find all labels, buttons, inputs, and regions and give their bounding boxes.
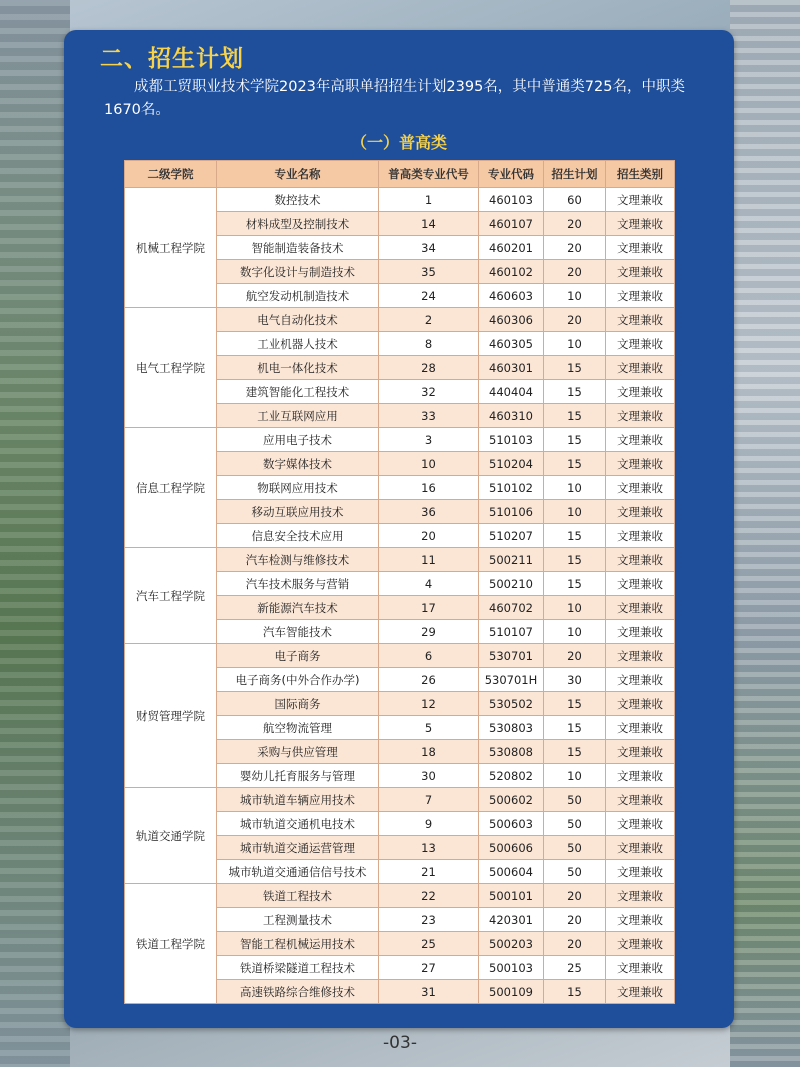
major-code-general-cell: 35	[379, 260, 479, 284]
major-code-general-cell: 8	[379, 332, 479, 356]
quota-cell: 10	[544, 764, 606, 788]
major-code-cell: 520802	[479, 764, 544, 788]
major-code-cell: 510107	[479, 620, 544, 644]
major-name-cell: 婴幼儿托育服务与管理	[217, 764, 379, 788]
category-cell: 文理兼收	[606, 236, 675, 260]
quota-cell: 15	[544, 404, 606, 428]
major-name-cell: 工程测量技术	[217, 908, 379, 932]
category-cell: 文理兼收	[606, 404, 675, 428]
major-name-cell: 采购与供应管理	[217, 740, 379, 764]
major-code-general-cell: 17	[379, 596, 479, 620]
category-cell: 文理兼收	[606, 332, 675, 356]
category-cell: 文理兼收	[606, 692, 675, 716]
major-code-cell: 460107	[479, 212, 544, 236]
quota-cell: 10	[544, 620, 606, 644]
quota-cell: 20	[544, 932, 606, 956]
quota-cell: 50	[544, 860, 606, 884]
major-code-cell: 500606	[479, 836, 544, 860]
category-cell: 文理兼收	[606, 452, 675, 476]
table-header-row	[125, 161, 675, 188]
content-panel	[64, 30, 734, 1028]
quota-cell: 30	[544, 668, 606, 692]
major-code-cell: 500101	[479, 884, 544, 908]
major-name-cell: 汽车技术服务与营销	[217, 572, 379, 596]
major-code-cell: 500109	[479, 980, 544, 1004]
major-code-general-cell: 9	[379, 812, 479, 836]
major-name-cell: 信息安全技术应用	[217, 524, 379, 548]
quota-cell: 20	[544, 884, 606, 908]
major-name-cell: 汽车检测与维修技术	[217, 548, 379, 572]
major-code-general-cell: 11	[379, 548, 479, 572]
college-cell: 汽车工程学院	[125, 548, 217, 644]
category-cell: 文理兼收	[606, 716, 675, 740]
category-cell: 文理兼收	[606, 668, 675, 692]
header-quota: 招生计划	[544, 161, 606, 188]
header-major-code-general: 普高类专业代号	[379, 161, 479, 188]
major-code-general-cell: 2	[379, 308, 479, 332]
category-cell: 文理兼收	[606, 380, 675, 404]
category-cell: 文理兼收	[606, 740, 675, 764]
category-cell: 文理兼收	[606, 836, 675, 860]
major-code-general-cell: 22	[379, 884, 479, 908]
major-code-cell: 500603	[479, 812, 544, 836]
major-code-cell: 500203	[479, 932, 544, 956]
major-name-cell: 铁道工程技术	[217, 884, 379, 908]
major-code-cell: 510207	[479, 524, 544, 548]
major-code-general-cell: 1	[379, 188, 479, 212]
quota-cell: 50	[544, 836, 606, 860]
quota-cell: 15	[544, 980, 606, 1004]
major-name-cell: 城市轨道交通机电技术	[217, 812, 379, 836]
header-major-code: 专业代码	[479, 161, 544, 188]
major-code-cell: 500604	[479, 860, 544, 884]
category-cell: 文理兼收	[606, 500, 675, 524]
major-name-cell: 移动互联应用技术	[217, 500, 379, 524]
header-major-name: 专业名称	[217, 161, 379, 188]
quota-cell: 15	[544, 716, 606, 740]
background-building-right	[730, 0, 800, 1067]
major-code-general-cell: 10	[379, 452, 479, 476]
category-cell: 文理兼收	[606, 476, 675, 500]
major-name-cell: 城市轨道交通运营管理	[217, 836, 379, 860]
category-cell: 文理兼收	[606, 596, 675, 620]
quota-cell: 15	[544, 548, 606, 572]
category-cell: 文理兼收	[606, 524, 675, 548]
intro-paragraph: 成都工贸职业技术学院2023年高职单招招生计划2395名，其中普通类725名，中职类1670名。	[104, 79, 685, 118]
quota-cell: 10	[544, 596, 606, 620]
quota-cell: 20	[544, 260, 606, 284]
major-name-cell: 建筑智能化工程技术	[217, 380, 379, 404]
college-cell: 信息工程学院	[125, 428, 217, 548]
quota-cell: 10	[544, 500, 606, 524]
major-code-cell: 530701	[479, 644, 544, 668]
table-row	[125, 548, 675, 572]
major-code-general-cell: 18	[379, 740, 479, 764]
category-cell: 文理兼收	[606, 884, 675, 908]
college-cell: 铁道工程学院	[125, 884, 217, 1004]
header-category: 招生类别	[606, 161, 675, 188]
major-code-cell: 460310	[479, 404, 544, 428]
major-code-cell: 500210	[479, 572, 544, 596]
quota-cell: 10	[544, 284, 606, 308]
category-cell: 文理兼收	[606, 260, 675, 284]
category-cell: 文理兼收	[606, 860, 675, 884]
major-code-cell: 530803	[479, 716, 544, 740]
major-name-cell: 材料成型及控制技术	[217, 212, 379, 236]
major-code-cell: 460702	[479, 596, 544, 620]
major-name-cell: 城市轨道车辆应用技术	[217, 788, 379, 812]
quota-cell: 15	[544, 524, 606, 548]
table-row	[125, 188, 675, 212]
major-code-cell: 510204	[479, 452, 544, 476]
major-code-general-cell: 4	[379, 572, 479, 596]
quota-cell: 15	[544, 692, 606, 716]
category-cell: 文理兼收	[606, 788, 675, 812]
major-code-general-cell: 31	[379, 980, 479, 1004]
major-code-cell: 440404	[479, 380, 544, 404]
quota-cell: 20	[544, 212, 606, 236]
category-cell: 文理兼收	[606, 764, 675, 788]
major-code-general-cell: 23	[379, 908, 479, 932]
major-name-cell: 电子商务	[217, 644, 379, 668]
major-code-cell: 510103	[479, 428, 544, 452]
quota-cell: 20	[544, 644, 606, 668]
category-cell: 文理兼收	[606, 980, 675, 1004]
college-cell: 机械工程学院	[125, 188, 217, 308]
major-code-general-cell: 5	[379, 716, 479, 740]
category-cell: 文理兼收	[606, 428, 675, 452]
major-code-general-cell: 34	[379, 236, 479, 260]
major-code-cell: 460305	[479, 332, 544, 356]
major-code-cell: 510102	[479, 476, 544, 500]
quota-cell: 15	[544, 740, 606, 764]
major-name-cell: 电子商务(中外合作办学)	[217, 668, 379, 692]
major-code-cell: 460103	[479, 188, 544, 212]
major-name-cell: 工业机器人技术	[217, 332, 379, 356]
table-row	[125, 428, 675, 452]
major-code-cell: 530701H	[479, 668, 544, 692]
major-name-cell: 机电一体化技术	[217, 356, 379, 380]
major-name-cell: 铁道桥梁隧道工程技术	[217, 956, 379, 980]
category-cell: 文理兼收	[606, 356, 675, 380]
category-cell: 文理兼收	[606, 908, 675, 932]
major-code-cell: 460306	[479, 308, 544, 332]
category-cell: 文理兼收	[606, 548, 675, 572]
enrollment-plan-table	[124, 160, 675, 1004]
major-code-general-cell: 20	[379, 524, 479, 548]
category-cell: 文理兼收	[606, 812, 675, 836]
quota-cell: 20	[544, 908, 606, 932]
table-body	[125, 188, 675, 1004]
header-college: 二级学院	[125, 161, 217, 188]
major-name-cell: 国际商务	[217, 692, 379, 716]
background-building-left	[0, 0, 70, 1067]
major-name-cell: 工业互联网应用	[217, 404, 379, 428]
major-code-general-cell: 14	[379, 212, 479, 236]
quota-cell: 50	[544, 788, 606, 812]
major-name-cell: 智能制造装备技术	[217, 236, 379, 260]
category-cell: 文理兼收	[606, 188, 675, 212]
major-name-cell: 智能工程机械运用技术	[217, 932, 379, 956]
major-name-cell: 应用电子技术	[217, 428, 379, 452]
quota-cell: 10	[544, 332, 606, 356]
quota-cell: 20	[544, 236, 606, 260]
major-name-cell: 数字化设计与制造技术	[217, 260, 379, 284]
quota-cell: 15	[544, 572, 606, 596]
major-name-cell: 汽车智能技术	[217, 620, 379, 644]
category-cell: 文理兼收	[606, 644, 675, 668]
major-name-cell: 城市轨道交通通信信号技术	[217, 860, 379, 884]
major-code-general-cell: 36	[379, 500, 479, 524]
table-row	[125, 884, 675, 908]
major-name-cell: 航空物流管理	[217, 716, 379, 740]
quota-cell: 15	[544, 428, 606, 452]
major-code-general-cell: 24	[379, 284, 479, 308]
major-code-general-cell: 3	[379, 428, 479, 452]
major-name-cell: 航空发动机制造技术	[217, 284, 379, 308]
table-row	[125, 308, 675, 332]
major-code-cell: 530808	[479, 740, 544, 764]
category-cell: 文理兼收	[606, 212, 675, 236]
quota-cell: 15	[544, 380, 606, 404]
major-code-cell: 460201	[479, 236, 544, 260]
college-cell: 电气工程学院	[125, 308, 217, 428]
major-code-general-cell: 12	[379, 692, 479, 716]
major-code-general-cell: 26	[379, 668, 479, 692]
major-name-cell: 数字媒体技术	[217, 452, 379, 476]
major-code-general-cell: 25	[379, 932, 479, 956]
table-row	[125, 644, 675, 668]
major-code-general-cell: 28	[379, 356, 479, 380]
category-cell: 文理兼收	[606, 932, 675, 956]
category-cell: 文理兼收	[606, 572, 675, 596]
major-code-cell: 460603	[479, 284, 544, 308]
quota-cell: 10	[544, 476, 606, 500]
major-name-cell: 物联网应用技术	[217, 476, 379, 500]
major-code-cell: 500103	[479, 956, 544, 980]
page-number: -03-	[383, 1033, 417, 1053]
major-code-general-cell: 6	[379, 644, 479, 668]
quota-cell: 50	[544, 812, 606, 836]
quota-cell: 25	[544, 956, 606, 980]
sub-title: （一）普高类	[350, 133, 447, 152]
major-code-general-cell: 32	[379, 380, 479, 404]
major-code-cell: 420301	[479, 908, 544, 932]
major-code-general-cell: 27	[379, 956, 479, 980]
major-code-cell: 530502	[479, 692, 544, 716]
college-cell: 轨道交通学院	[125, 788, 217, 884]
major-code-general-cell: 29	[379, 620, 479, 644]
major-code-cell: 500211	[479, 548, 544, 572]
category-cell: 文理兼收	[606, 620, 675, 644]
major-name-cell: 数控技术	[217, 188, 379, 212]
table-row	[125, 788, 675, 812]
major-code-general-cell: 7	[379, 788, 479, 812]
major-name-cell: 高速铁路综合维修技术	[217, 980, 379, 1004]
major-code-general-cell: 33	[379, 404, 479, 428]
quota-cell: 60	[544, 188, 606, 212]
major-name-cell: 电气自动化技术	[217, 308, 379, 332]
major-code-cell: 510106	[479, 500, 544, 524]
quota-cell: 20	[544, 308, 606, 332]
major-code-cell: 460301	[479, 356, 544, 380]
quota-cell: 15	[544, 452, 606, 476]
major-code-general-cell: 21	[379, 860, 479, 884]
major-code-cell: 460102	[479, 260, 544, 284]
major-code-cell: 500602	[479, 788, 544, 812]
major-code-general-cell: 30	[379, 764, 479, 788]
category-cell: 文理兼收	[606, 956, 675, 980]
category-cell: 文理兼收	[606, 308, 675, 332]
category-cell: 文理兼收	[606, 284, 675, 308]
major-name-cell: 新能源汽车技术	[217, 596, 379, 620]
section-title: 二、招生计划	[100, 46, 244, 72]
major-code-general-cell: 16	[379, 476, 479, 500]
major-code-general-cell: 13	[379, 836, 479, 860]
college-cell: 财贸管理学院	[125, 644, 217, 788]
quota-cell: 15	[544, 356, 606, 380]
